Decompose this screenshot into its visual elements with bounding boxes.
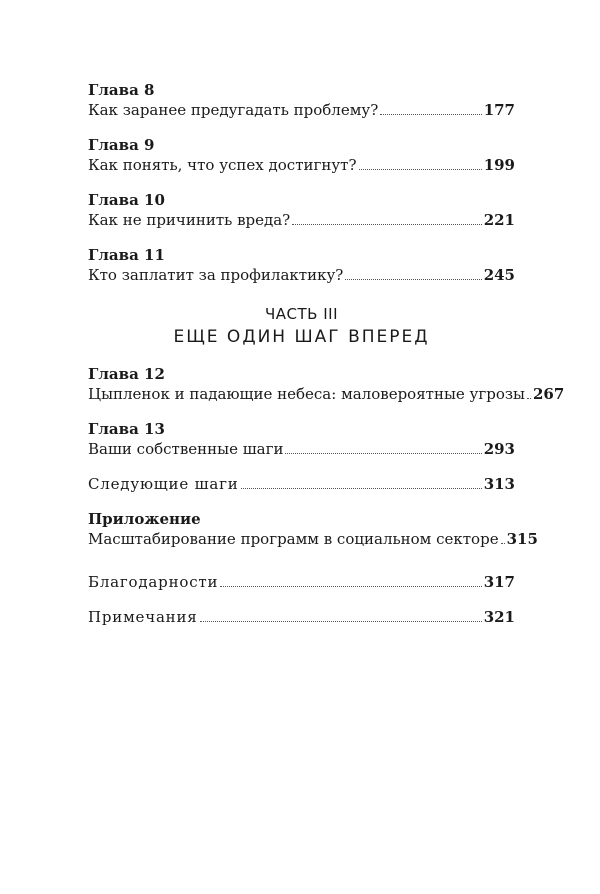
dot-leader (501, 543, 505, 544)
chapter-label: Глава 13 (88, 420, 165, 438)
chapter-label: Глава 8 (88, 81, 155, 99)
page-number: 177 (483, 101, 515, 119)
page-number: 321 (483, 608, 515, 626)
chapter-label: Глава 11 (88, 246, 165, 264)
toc-entry-notes[interactable] (88, 607, 515, 628)
toc-line (88, 265, 515, 286)
dot-leader (200, 621, 482, 622)
chapter-label: Глава 9 (88, 136, 155, 154)
toc-line (88, 100, 515, 121)
toc-line (88, 572, 515, 593)
page-number: 293 (483, 440, 515, 458)
toc-entry-appendix[interactable] (88, 509, 538, 550)
toc-entry-chapter-8[interactable] (88, 80, 515, 121)
page-number: 267 (532, 385, 565, 403)
page-number: 221 (483, 211, 515, 229)
toc-line (88, 607, 515, 628)
dot-leader (380, 114, 481, 115)
toc-line (88, 384, 565, 405)
toc-entry-chapter-12[interactable] (88, 364, 565, 405)
toc-entry-chapter-11[interactable] (88, 245, 515, 286)
section-title: Примечания (88, 608, 198, 626)
chapter-title: Ваши собственные шаги (88, 440, 284, 458)
chapter-label: Глава 12 (88, 365, 165, 383)
chapter-title: Кто заплатит за профилактику? (88, 266, 344, 284)
toc-line (88, 439, 515, 460)
toc-line (88, 529, 538, 550)
toc-line (88, 210, 515, 231)
toc-entry-chapter-13[interactable] (88, 419, 515, 460)
section-title: Благодарности (88, 573, 219, 591)
toc-entry-next-steps[interactable] (88, 474, 515, 495)
page-number: 315 (506, 530, 538, 548)
dot-leader (345, 279, 481, 280)
chapter-label: Глава 10 (88, 191, 165, 209)
chapter-title: Цыпленок и падающие небеса: маловероятные угрозы (88, 385, 525, 403)
appendix-label: Приложение (88, 510, 201, 528)
chapter-title: Как не причинить вреда? (88, 211, 291, 229)
dot-leader (527, 398, 531, 399)
toc-entry-chapter-10[interactable] (88, 190, 515, 231)
part-heading (88, 304, 515, 350)
table-of-contents (88, 80, 565, 642)
appendix-title: Масштабирование программ в социальном секторе (88, 530, 499, 548)
dot-leader (285, 453, 481, 454)
toc-entry-chapter-9[interactable] (88, 135, 515, 176)
page-number: 199 (483, 156, 515, 174)
section-title: Следующие шаги (88, 475, 239, 493)
toc-line (88, 474, 515, 495)
chapter-title: Как понять, что успех достигнут? (88, 156, 357, 174)
dot-leader (292, 224, 481, 225)
page-number: 245 (483, 266, 515, 284)
toc-entry-acknowledgements[interactable] (88, 572, 515, 593)
toc-line (88, 155, 515, 176)
dot-leader (241, 488, 482, 489)
dot-leader (220, 586, 481, 587)
part-title: ЕЩЕ ОДИН ШАГ ВПЕРЕД (173, 327, 430, 347)
dot-leader (359, 169, 482, 170)
page-number: 317 (483, 573, 515, 591)
page-number: 313 (483, 475, 515, 493)
chapter-title: Как заранее предугадать проблему? (88, 101, 379, 119)
part-label: ЧАСТЬ III (264, 305, 338, 323)
